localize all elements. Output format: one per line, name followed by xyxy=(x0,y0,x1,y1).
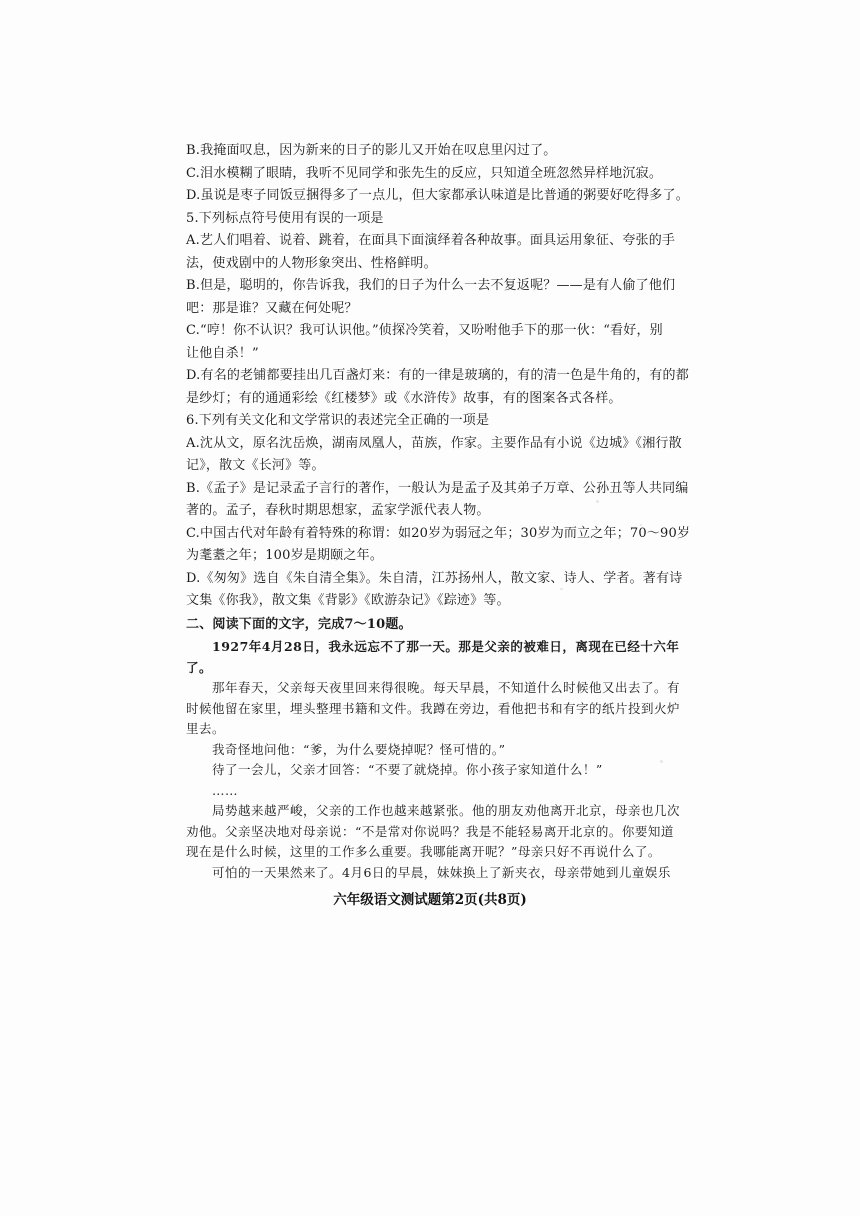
text-line: 文集《你我》，散文集《背影》《欧游杂记》《踪迹》等。 xyxy=(186,593,510,608)
text-line: 1927年4月28日，我永远忘不了那一天。那是父亲的被难日，离现在已经十六年 xyxy=(212,639,680,654)
scan-speck xyxy=(596,500,599,503)
text-line: 现在是什么时候，这里的工作多么重要。我哪能离开呢？”母亲只好不再说什么了。 xyxy=(186,844,661,859)
text-line: 待了一会儿，父亲才回答：“不要了就烧掉。你小孩子家知道什么！” xyxy=(212,762,603,777)
page-footer: 六年级语文测试题第2页(共8页) xyxy=(333,892,527,908)
text-line: 法，使戏剧中的人物形象突出、性格鲜明。 xyxy=(186,255,437,271)
text-line: D.虽说是枣子同饭豆捆得多了一点儿，但大家都承认味道是比普通的粥要好吃得多了。 xyxy=(186,188,689,203)
text-line: D.《匆匆》选自《朱自清全集》。朱自清，江苏扬州人，散文家、诗人、学者。著有诗 xyxy=(186,570,683,586)
questions-section xyxy=(186,140,696,636)
scan-speck xyxy=(560,588,563,590)
scan-speck xyxy=(400,700,402,702)
text-line: 可怕的一天果然来了。4月6日的早晨，妹妹换上了新夹衣，母亲带她到儿童娱乐 xyxy=(212,864,671,880)
text-line: B.我掩面叹息，因为新来的日子的影儿又开始在叹息里闪过了。 xyxy=(186,143,557,158)
scan-speck xyxy=(640,524,642,526)
text-line: 吧：那是谁？又藏在何处呢？ xyxy=(186,300,358,316)
text-line: 局势越来越严峻，父亲的工作也越来越紧张。他的朋友劝他离开北京，母亲也几次 xyxy=(212,803,681,818)
text-line: C.泪水模糊了眼睛，我听不见同学和张先生的反应，只知道全班忽然异样地沉寂。 xyxy=(186,165,663,181)
text-line: …… xyxy=(212,782,238,798)
page-content xyxy=(186,140,696,883)
text-line: C.中国古代对年龄有着特殊的称谓：如20岁为弱冠之年；30岁为而立之年；70～90岁 xyxy=(186,525,691,541)
text-line: D.有名的老铺都要挂出几百盏灯来：有的一律是玻璃的，有的清一色是牛角的，有的都 xyxy=(186,368,689,383)
text-line: 时候他留在家里，埋头整理书籍和文件。我蹲在旁边，看他把书和有字的纸片投到火炉 xyxy=(186,700,681,716)
text-line: B.《孟子》是记录孟子言行的著作，一般认为是孟子及其弟子万章、公孙丑等人共同编 xyxy=(186,480,689,496)
text-line: 了。 xyxy=(186,659,213,675)
text-line: 让他自杀！” xyxy=(186,345,259,361)
text-line: A.沈从文，原名沈岳焕，湖南凤凰人，苗族，作家。主要作品有小说《边城》《湘行散 xyxy=(186,435,682,451)
text-line: 记》，散文《长河》等。 xyxy=(186,458,325,473)
text-line: 是纱灯；有的通通彩绘《红楼梦》或《水浒传》故事，有的图案各式各样。 xyxy=(186,390,622,406)
text-line: 5.下列标点符号使用有误的一项是 xyxy=(186,210,384,226)
text-line: 那年春天，父亲每天夜里回来得很晚。每天早晨，不知道什么时候他又出去了。有 xyxy=(212,680,681,695)
scan-speck xyxy=(660,760,663,763)
reading-passage xyxy=(186,637,696,883)
text-line: 6.下列有关文化和文学常识的表述完全正确的一项是 xyxy=(186,413,490,428)
text-line: 我奇怪地问他：“爹，为什么要烧掉呢？怪可惜的。” xyxy=(212,741,506,757)
text-line: B.但是，聪明的，你告诉我，我们的日子为什么一去不复返呢？——是有人偷了他们 xyxy=(186,278,676,293)
text-line: 劝他。父亲坚决地对母亲说：“不是常对你说吗？我是不能轻易离开北京的。你要知道 xyxy=(186,823,674,839)
text-line: C.“哼！你不认识？我可认识他。”侦探冷笑着，又吩咐他手下的那一伙：“看好，别 xyxy=(186,323,663,338)
text-line: 二、阅读下面的文字，完成7～10题。 xyxy=(186,616,412,632)
text-line: A.艺人们唱着、说着、跳着，在面具下面演绎着各种故事。面具运用象征、夸张的手 xyxy=(186,233,676,248)
text-line: 里去。 xyxy=(186,721,226,736)
text-line: 著的。孟子，春秋时期思想家，孟家学派代表人物。 xyxy=(186,503,490,518)
text-line: 为耄耋之年；100岁是期颐之年。 xyxy=(186,548,384,563)
